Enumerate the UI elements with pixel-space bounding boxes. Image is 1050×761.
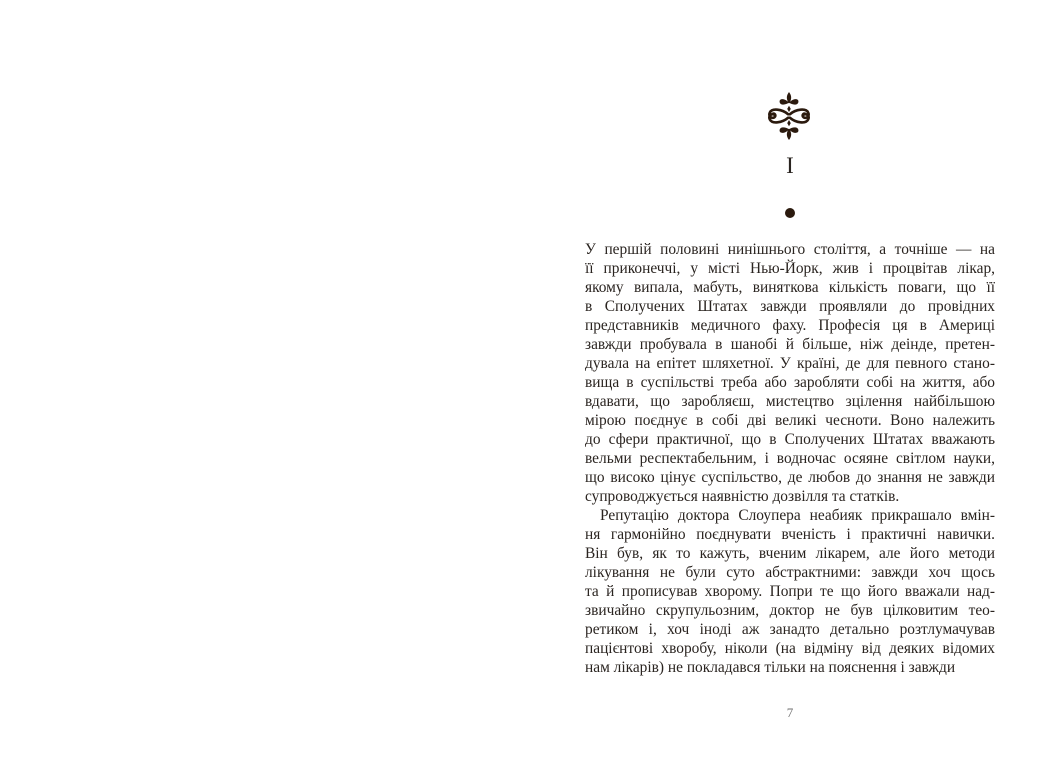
fleuron-svg xyxy=(766,92,812,140)
text-line: ретиком і, хоч іноді аж занадто детально розтлумачував xyxy=(585,621,995,638)
text-line: вдавати, що заробляєш, мистецтво зцілення найбільшою xyxy=(585,393,995,410)
text-line: звичайно скрупульозним, доктор не був цілковитим тео- xyxy=(585,602,995,619)
text-line: супроводжується наявністю дозвілля та статків. xyxy=(585,488,900,505)
text-line: Репутацію доктора Слоупера неабияк прикрашало вмін- xyxy=(600,507,995,524)
text-line: представників медичного фаху. Професія ця в Америці xyxy=(585,317,995,334)
page-number: 7 xyxy=(786,705,794,720)
text-line: якому випала, мабуть, виняткова кількість поваги, що її xyxy=(585,279,995,296)
text-line: в Сполучених Штатах завжди проявляли до провідних xyxy=(585,298,995,315)
text-line: Він був, як то кажуть, вченим лікарем, але його методи xyxy=(585,545,995,562)
book-page xyxy=(525,0,1050,761)
text-line: лікування не були суто абстрактними: завжди хоч щось xyxy=(585,564,995,581)
text-line: її приконеччі, у місті Нью-Йорк, жив і процвітав лікар, xyxy=(585,260,995,277)
text-line: пацієнтові хворобу, ніколи (на відміну від деяких відомих xyxy=(585,640,995,657)
body-text xyxy=(585,240,995,677)
text-line: вища в суспільстві треба або заробляти собі на життя, або xyxy=(585,374,995,391)
text-line: мірою поєднує в собі дві великі чесноти. Воно належить xyxy=(585,412,995,429)
chapter-number: I xyxy=(786,153,794,178)
separator-dot-icon xyxy=(585,208,995,218)
text-line: що високо цінує суспільство, де любов до знання не завжди xyxy=(585,469,995,486)
text-line: до сфери практичної, що в Сполучених Штатах вважають xyxy=(585,431,995,448)
text-line: У першій половині нинішнього століття, а точніше — на xyxy=(585,241,995,258)
text-line: та й прописував хворому. Попри те що його вважали над- xyxy=(585,583,995,600)
text-line: нам лікарів) не покладався тільки на пояснення і завжди xyxy=(585,659,956,676)
fleuron-ornament-icon xyxy=(766,92,812,140)
text-line: вельми респектабельним, і водночас осяяне світлом науки, xyxy=(585,450,995,467)
text-line: ня гармонійно поєднувати вченість і практичні навички. xyxy=(585,526,995,543)
dot-glyph xyxy=(785,208,795,218)
paragraph-1 xyxy=(585,240,995,506)
text-line: дувала на епітет шляхетної. У країні, де для певного стано- xyxy=(585,355,995,372)
paragraph-2 xyxy=(585,506,995,677)
text-line: завжди пробувала в шанобі й більше, ніж деінде, претен- xyxy=(585,336,995,353)
